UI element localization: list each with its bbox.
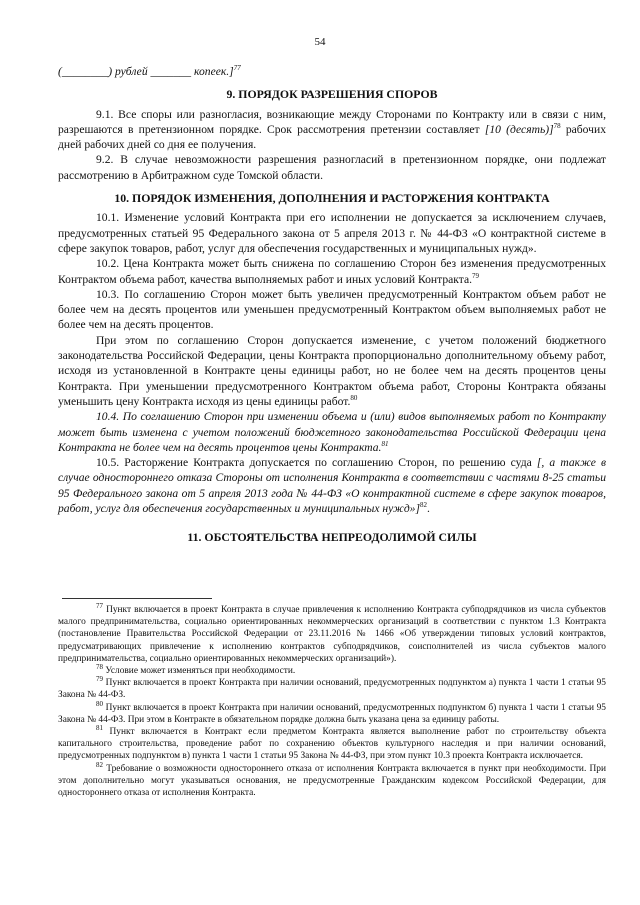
clause-9-2: 9.2. В случае невозможности разрешения разногласий в претензионном порядке, они подлежат рассмотрению в Арбитражном суде Томской области. <box>58 153 606 182</box>
footnote-ref: 78 <box>553 122 561 131</box>
section-9-heading: 9. ПОРЯДОК РАЗРЕШЕНИЯ СПОРОВ <box>226 87 438 102</box>
clause-10-1: 10.1. Изменение условий Контракта при его исполнении не допускается за исключением случаев, предусмотренных статьей 95 Федерального закона от 5 апреля 2013 г. № 44-ФЗ «О контрактной системе в сфере закупок товаров, работ, услуг для обеспечения государственных и муниципальных нужд». <box>58 211 606 255</box>
footnote-78: $^{78}$ Условие может изменяться при необходимости. <box>96 662 296 677</box>
footnote-ref: 82 <box>420 501 427 510</box>
footnote-77: $^{77}$ Пункт включается в проект Контракта в случае привлечения к исполнению Контракта субподрядчиков из числа субъектов малого предпринимательства, социально ориентированных некоммерческих организаций в соответствии с пунктом 1.3 Контракта (постановление Правительства Российской Федерации от 23.11.2016 № 1466 «Об утверждении типовых условий контрактов, предусматривающих привлечение к исполнению контрактов субподрядчиков, соисполнителей из числа субъектов малого предпринимательства, социально ориентированных некоммерческих организаций»). <box>58 601 606 664</box>
section-10-heading: 10. ПОРЯДОК ИЗМЕНЕНИЯ, ДОПОЛНЕНИЯ И РАСТОРЖЕНИЯ КОНТРАКТА <box>114 191 550 206</box>
section-11-heading: 11. ОБСТОЯТЕЛЬСТВА НЕПРЕОДОЛИМОЙ СИЛЫ <box>187 530 477 545</box>
clause-10-3-continued: При этом по соглашению Сторон допускается изменение, с учетом положений бюджетного законодательства Российской Федерации, цены Контракта пропорционально дополнительному объему работ, исходя из установленной в Контракте цены единицы работ, но не более чем на десять процентов цены Контракта. При уменьшении предусмотренного Контрактом объема работ, Стороны Контракта обязаны уменьшить цену Контракта исходя из цены единицы работ.$^{80}$ <box>58 333 606 408</box>
clause-10-2: 10.2. Цена Контракта может быть снижена по соглашению Сторон без изменения предусмотренных Контрактом объема работ, качества выполняемых работ и иных условий Контракта.$^{79}$ <box>58 257 606 286</box>
clause-10-5: 10.5. Расторжение Контракта допускается по соглашению Сторон, по решению суда [, а также в случае одностороннего отказа Стороны от исполнения Контракта в соответствии с частями 8-25 статьи 95 Федерального закона от 5 апреля 2013 года № 44-ФЗ «О контрактной системе в сфере закупок товаров, работ, услуг для обеспечения государственных и муниципальных нужд»]$^{82}$. <box>58 456 606 516</box>
clause-9-1: 9.1. Все споры или разногласия, возникающие между Сторонами по Контракту или в связи с ним, разрешаются в претензионном порядке. Срок рассмотрения претензии составляет [10 (десять)]$^{78}$ рабочих дней рабочих дней со дня ее получения. <box>58 107 606 152</box>
footnote-ref: 80 <box>350 394 358 403</box>
page-number: 54 <box>314 36 326 48</box>
footnote-82: $^{82}$ Требование о возможности одностороннего отказа от исполнения Контракта включается в пункт при необходимости. При этом дополнительно могут указываться основания, не предусмотренные Гражданским кодексом Российской Федерации, для одностороннего отказа от исполнения Контракта. <box>58 760 606 799</box>
footnote-ref: 81 <box>381 439 389 448</box>
footnote-80: $^{80}$ Пункт включается в проект Контракта при наличии оснований, предусмотренных подпунктом б) пункта 1 части 1 статьи 95 Закона № 44-ФЗ. При этом в Контракте в обязательном порядке должна быть указана цена за единицу работы. <box>58 699 606 725</box>
footnotes <box>58 601 606 799</box>
clause-10-4: 10.4. По соглашению Сторон при изменении объема и (или) видов выполняемых работ по Контракту может быть изменена с учетом положений бюджетного законодательства Российской Федерации цена Контракта не более чем на десять процентов цены Контракта.$^{81}$ <box>58 410 606 454</box>
footnote-ref: 79 <box>472 271 480 280</box>
price-line: (________) рублей _______ копеек.]$^{77}$ <box>58 64 241 78</box>
footnote-79: $^{79}$ Пункт включается в проект Контракта при наличии оснований, предусмотренных подпунктом а) пункта 1 части 1 статьи 95 Закона № 44-ФЗ. <box>58 675 606 701</box>
clause-10-3: 10.3. По соглашению Сторон может быть увеличен предусмотренный Контрактом объем работ не более чем на десять процентов или уменьшен предусмотренный Контрактом объем выполняемых работ не более чем на десять процентов. <box>58 287 606 332</box>
footnote-81: $^{81}$ Пункт включается в Контракт если предметом Контракта является выполнение работ по строительству объекта капитального строительства, проведение работ по сохранению объектов культурного наследия и при наличии оснований, предусмотренных подпунктом в) пункта 1 части 1 статьи 95 Закона № 44-ФЗ, при этом пункт 10.3 проекта Контракта исключается. <box>58 723 606 762</box>
footnote-ref: 77 <box>233 64 241 73</box>
footnote-separator <box>62 598 212 599</box>
page-body <box>58 64 606 550</box>
